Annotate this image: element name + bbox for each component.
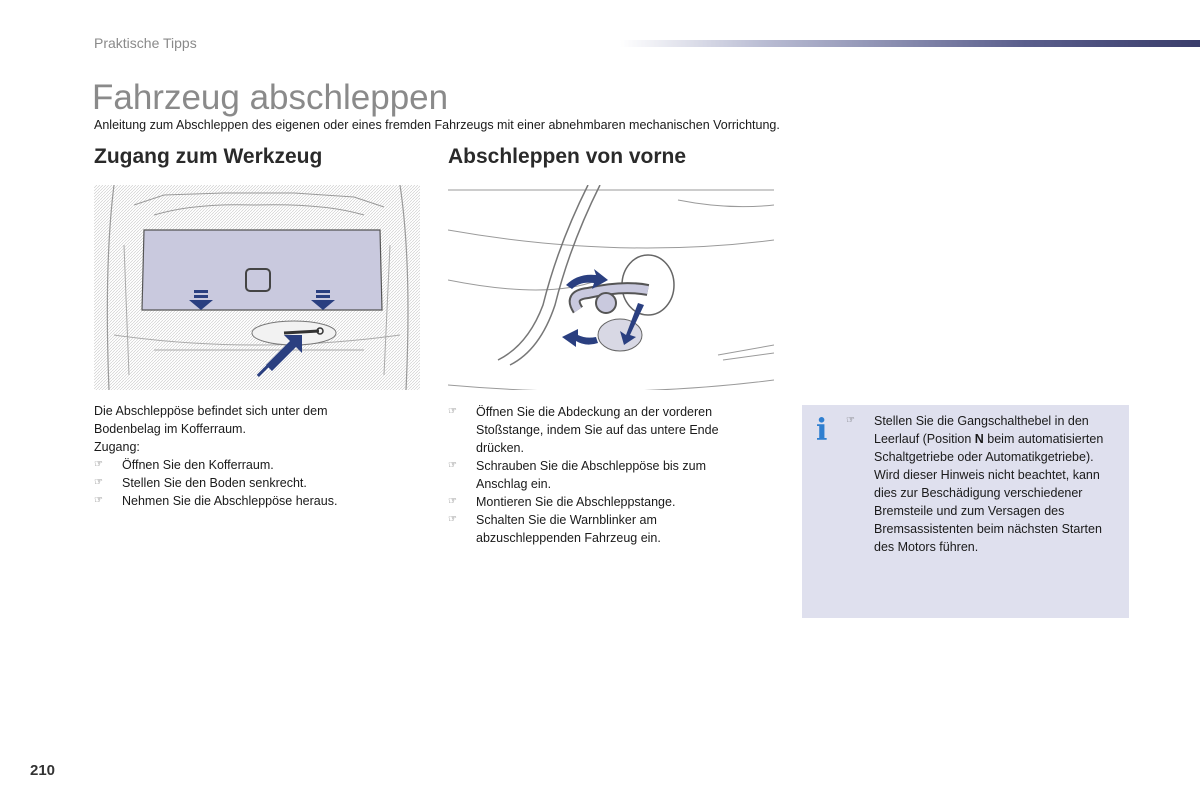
- neutral-instruction-start: Stellen Sie die Gangschalthebel in den Leerlauf (Position: [874, 414, 1089, 446]
- heading-front-towing: Abschleppen von vorne: [448, 145, 687, 168]
- front-towing-text: [448, 403, 748, 547]
- heading-tool-access: Zugang zum Werkzeug: [94, 145, 323, 168]
- step-text: Schrauben Sie die Abschleppöse bis zum Anschlag ein.: [476, 459, 707, 491]
- list-item: [846, 412, 1124, 556]
- step-text: Montieren Sie die Abschleppstange.: [476, 495, 676, 509]
- access-label: Zugang:: [94, 440, 140, 454]
- towing-steps: [448, 403, 748, 547]
- tool-location-text: Die Abschleppöse befindet sich unter dem Bodenbelag im Kofferraum.: [94, 404, 328, 436]
- hand-pointer-icon: ☞: [448, 496, 457, 507]
- step-text: Nehmen Sie die Abschleppöse heraus.: [122, 494, 338, 508]
- hand-pointer-icon: ☞: [448, 460, 457, 471]
- page-subtitle: Anleitung zum Abschleppen des eigenen oder eines fremden Fahrzeugs mit einer abnehmbaren mechanischen Vorrichtung.: [94, 118, 780, 132]
- info-icon: i: [816, 413, 828, 448]
- hand-pointer-icon: ☞: [448, 406, 457, 417]
- hand-pointer-icon: ☞: [846, 415, 855, 426]
- bumper-illustration: [448, 185, 774, 390]
- info-box: [802, 405, 1129, 618]
- list-item: [94, 456, 394, 474]
- page-title: Fahrzeug abschleppen: [92, 78, 449, 117]
- hand-pointer-icon: ☞: [94, 459, 103, 470]
- step-text: Schalten Sie die Warnblinker am abzuschleppenden Fahrzeug ein.: [476, 513, 661, 545]
- neutral-instruction: [874, 414, 1103, 464]
- step-text: Stellen Sie den Boden senkrecht.: [122, 476, 307, 490]
- info-list: [846, 412, 1124, 556]
- trunk-illustration: [94, 185, 420, 390]
- step-text: Öffnen Sie den Kofferraum.: [122, 458, 274, 472]
- list-item: [448, 457, 748, 493]
- list-item: [448, 403, 748, 457]
- warning-text: Wird dieser Hinweis nicht beachtet, kann dies zur Beschädigung verschiedener Bremsteile und zum Versagen des Bremsassistenten beim nächsten Starten des Motors führen.: [874, 468, 1102, 554]
- list-item: [94, 492, 394, 510]
- hand-pointer-icon: ☞: [94, 477, 103, 488]
- hand-pointer-icon: ☞: [94, 495, 103, 506]
- tool-access-text: [94, 402, 394, 510]
- section-label: Praktische Tipps: [94, 35, 197, 51]
- list-item: [448, 493, 748, 511]
- info-text: [846, 412, 1124, 556]
- neutral-instruction-end: beim automatisierten Schaltgetriebe oder Automatikgetriebe).: [874, 432, 1104, 464]
- list-item: [94, 474, 394, 492]
- hand-pointer-icon: ☞: [448, 514, 457, 525]
- list-item: [448, 511, 748, 547]
- step-text: Öffnen Sie die Abdeckung an der vorderen Stoßstange, indem Sie auf das untere Ende drücken.: [476, 405, 719, 455]
- neutral-position-letter: N: [974, 432, 984, 446]
- header-gradient-bar: [620, 40, 1200, 47]
- page-number: 210: [30, 762, 56, 779]
- access-steps: [94, 456, 394, 510]
